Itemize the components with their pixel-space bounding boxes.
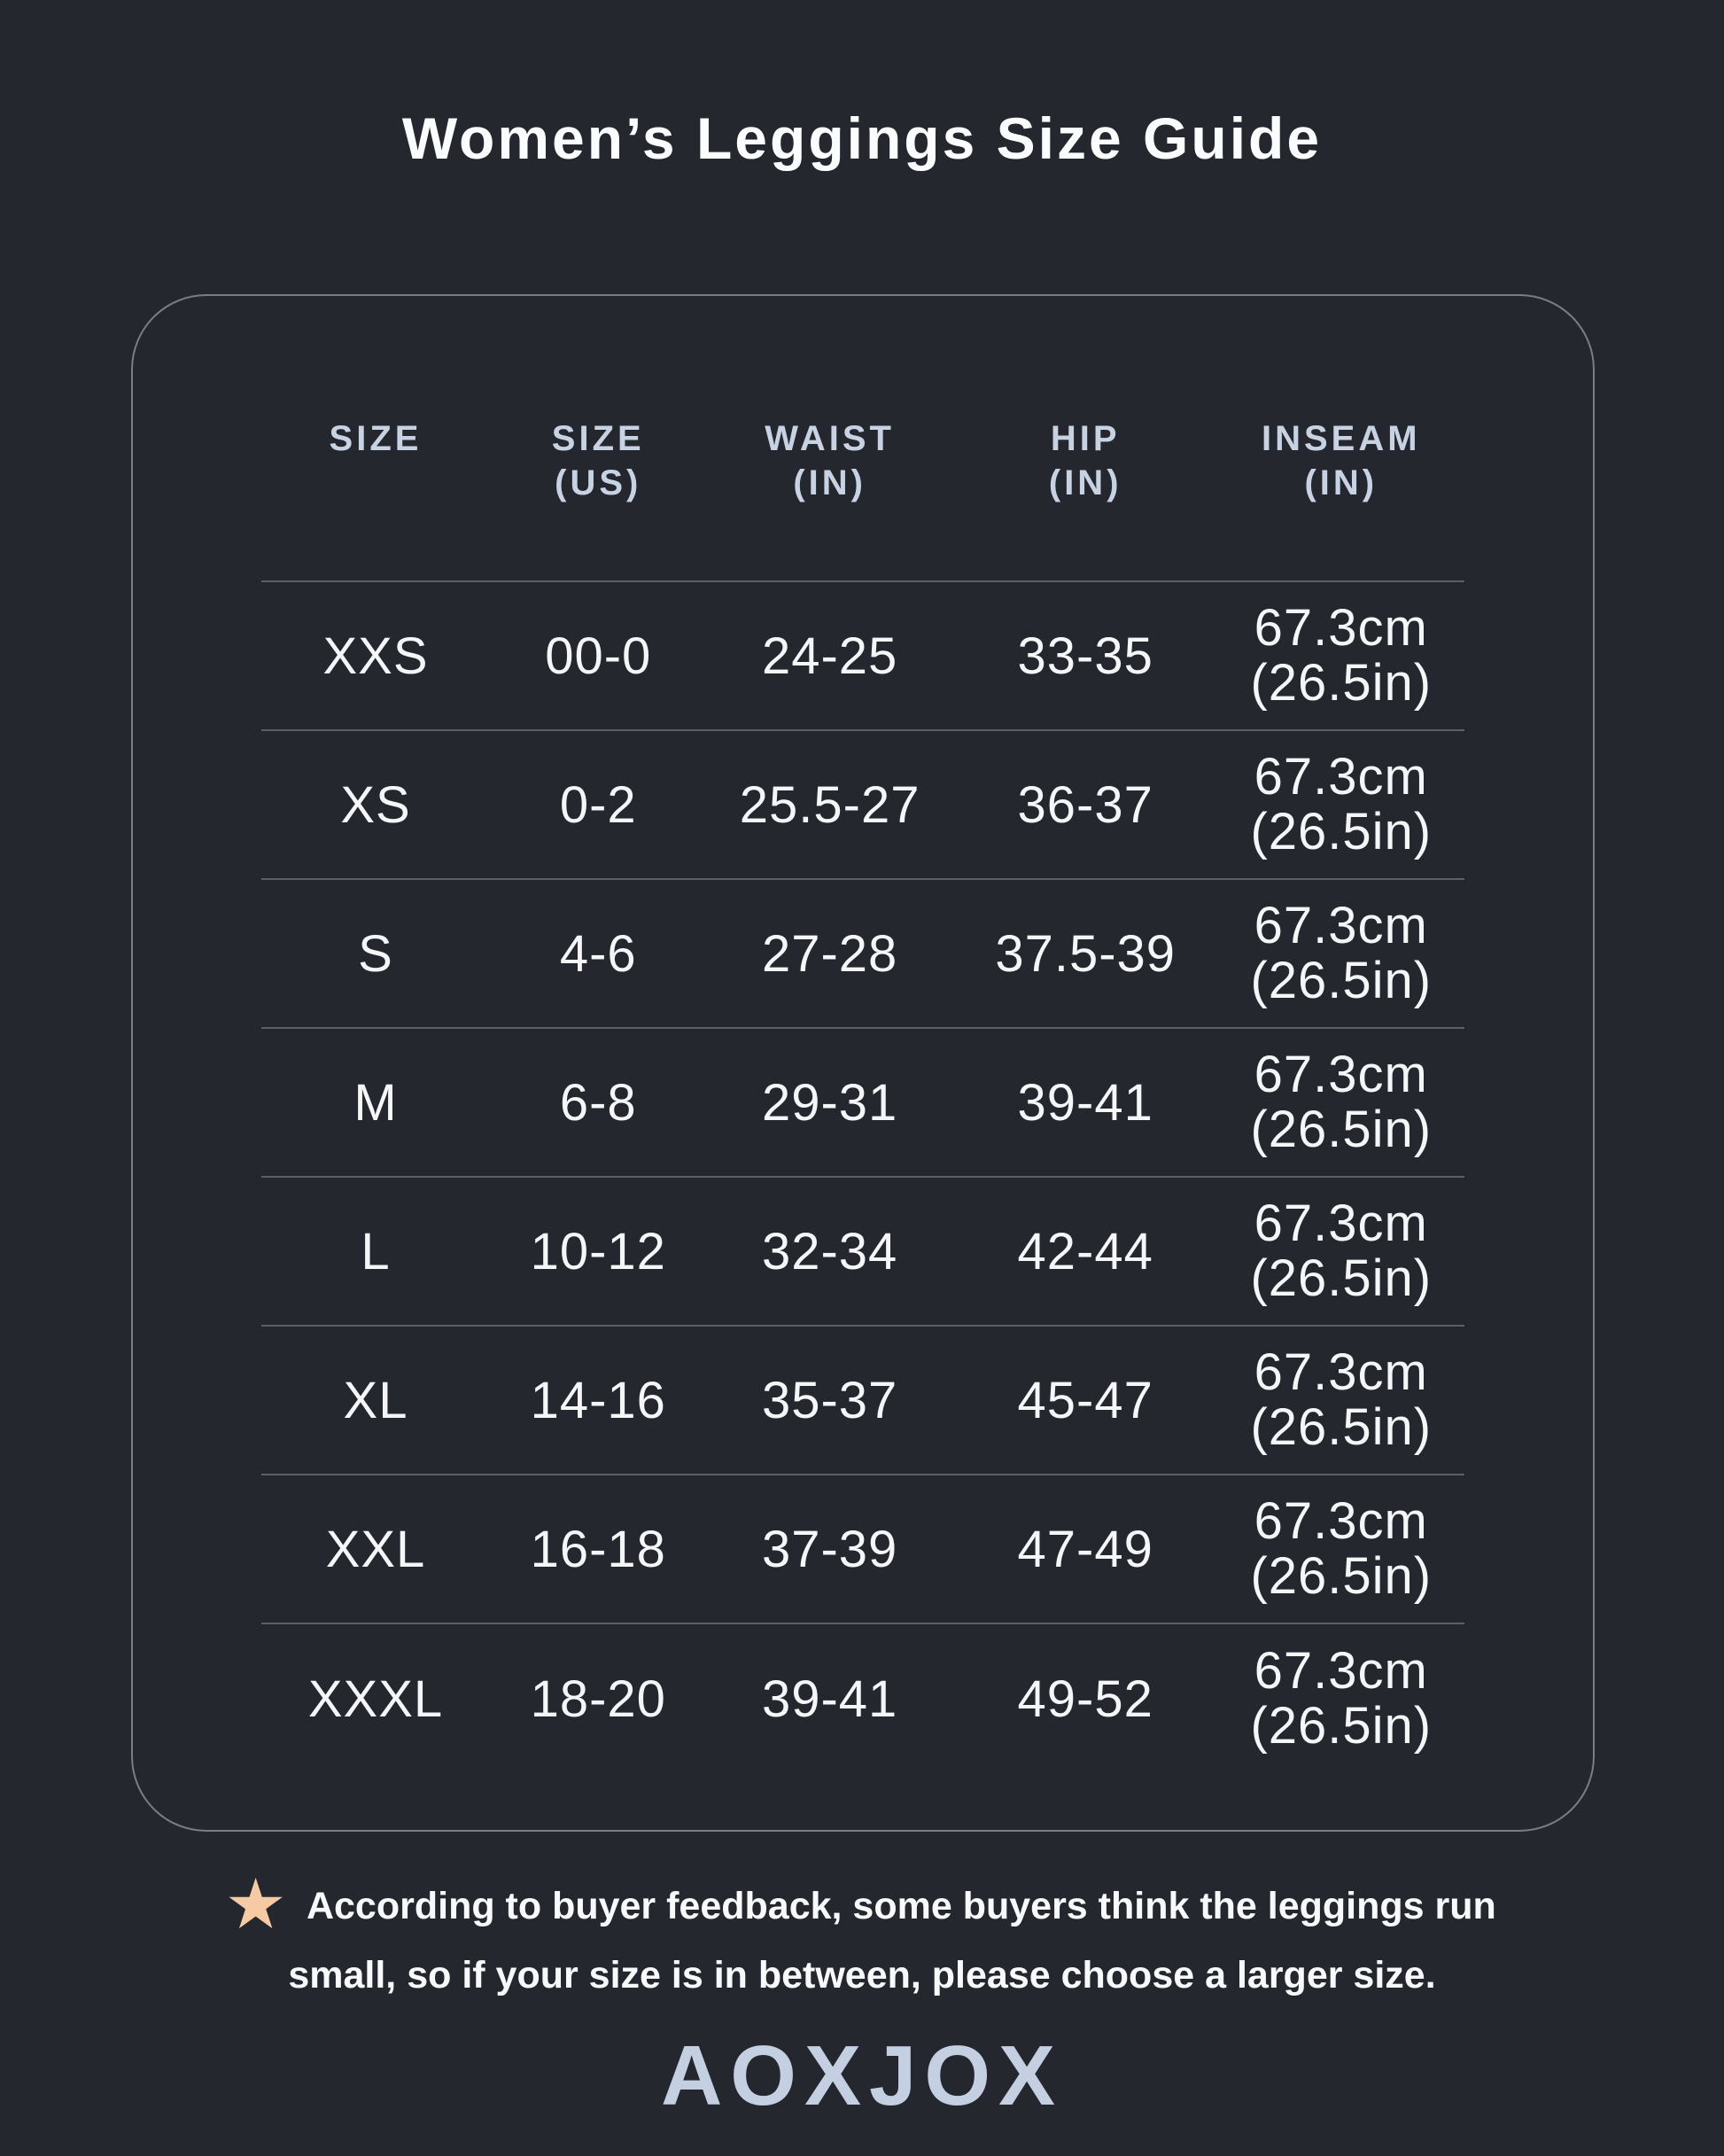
inseam-in: (26.5in) [1250, 803, 1433, 860]
note-line-1: ★ According to buyer feedback, some buyers think the leggings run [228, 1870, 1496, 1939]
column-header-unit: (IN) [793, 463, 866, 502]
size-us-cell: 00-0 [545, 627, 652, 685]
size-us-cell: 10-12 [530, 1222, 666, 1280]
size-cell: M [353, 1073, 398, 1132]
feedback-note [0, 1872, 1724, 2010]
note-text-1: According to buyer feedback, some buyers think the leggings run [306, 1885, 1496, 1927]
inseam-cm: 67.3cm [1254, 1492, 1428, 1550]
table-row [261, 582, 1464, 731]
inseam-cell [1218, 1494, 1464, 1604]
inseam-cm: 67.3cm [1254, 1046, 1428, 1103]
inseam-cm: 67.3cm [1254, 1642, 1428, 1700]
inseam-in: (26.5in) [1250, 1101, 1433, 1158]
size-cell: XXXL [307, 1670, 444, 1728]
column-header-size-us [490, 416, 706, 580]
column-header-label: SIZE [551, 419, 645, 458]
inseam-cm: 67.3cm [1254, 599, 1428, 657]
size-cell: XS [340, 775, 411, 834]
inseam-in: (26.5in) [1250, 1697, 1433, 1755]
inseam-cell [1218, 1047, 1464, 1157]
hip-cell: 42-44 [1017, 1222, 1153, 1280]
brand-logo: AOXJOX [660, 2028, 1064, 2123]
size-us-cell: 16-18 [530, 1520, 666, 1578]
waist-cell: 35-37 [761, 1371, 898, 1429]
size-us-cell: 18-20 [530, 1670, 666, 1728]
table-row [261, 731, 1464, 880]
waist-cell: 25.5-27 [739, 775, 920, 834]
column-header-unit: (IN) [1304, 463, 1378, 502]
inseam-cm: 67.3cm [1254, 897, 1428, 954]
column-header-unit: (US) [555, 463, 642, 502]
inseam-cell [1218, 1644, 1464, 1754]
column-header-hip [953, 416, 1218, 580]
hip-cell: 47-49 [1017, 1520, 1153, 1578]
inseam-cell [1218, 1345, 1464, 1455]
size-cell: XXL [325, 1520, 426, 1578]
inseam-cell [1218, 750, 1464, 860]
inseam-cell [1218, 1196, 1464, 1306]
size-cell: L [361, 1222, 391, 1280]
note-line-2: small, so if your size is in between, please choose a larger size. [288, 1954, 1436, 1996]
size-cell: XXS [322, 627, 429, 685]
inseam-cm: 67.3cm [1254, 1195, 1428, 1252]
table-header-row [261, 296, 1464, 582]
table-row [261, 1029, 1464, 1178]
column-header-unit [261, 461, 490, 505]
table-row [261, 880, 1464, 1029]
size-us-cell: 4-6 [559, 924, 637, 983]
inseam-cm: 67.3cm [1254, 748, 1428, 806]
size-cell: XL [343, 1371, 408, 1429]
column-header-label: HIP [1050, 419, 1121, 458]
column-header-inseam [1218, 416, 1464, 580]
column-header-label: SIZE [329, 419, 423, 458]
hip-cell: 45-47 [1017, 1371, 1153, 1429]
inseam-cell [1218, 601, 1464, 711]
hip-cell: 33-35 [1017, 627, 1153, 685]
waist-cell: 32-34 [761, 1222, 898, 1280]
table-row [261, 1178, 1464, 1327]
hip-cell: 49-52 [1017, 1670, 1153, 1728]
page-title: Women’s Leggings Size Guide [401, 105, 1323, 171]
size-cell: S [358, 924, 393, 983]
inseam-in: (26.5in) [1250, 1398, 1433, 1456]
column-header-unit: (IN) [1048, 463, 1122, 502]
waist-cell: 39-41 [761, 1670, 898, 1728]
table-row [261, 1327, 1464, 1475]
size-table-panel [131, 294, 1595, 1832]
column-header-label: WAIST [765, 419, 895, 458]
hip-cell: 39-41 [1017, 1073, 1153, 1132]
column-header-waist [706, 416, 952, 580]
table-row [261, 1624, 1464, 1773]
column-header-label: INSEAM [1261, 419, 1421, 458]
waist-cell: 27-28 [761, 924, 898, 983]
table-row [261, 1475, 1464, 1624]
inseam-in: (26.5in) [1250, 1547, 1433, 1605]
column-header-size [261, 416, 490, 580]
inseam-in: (26.5in) [1250, 952, 1433, 1009]
waist-cell: 24-25 [761, 627, 898, 685]
inseam-cm: 67.3cm [1254, 1343, 1428, 1401]
inseam-in: (26.5in) [1250, 1249, 1433, 1307]
waist-cell: 37-39 [761, 1520, 898, 1578]
hip-cell: 36-37 [1017, 775, 1153, 834]
size-us-cell: 14-16 [530, 1371, 666, 1429]
hip-cell: 37.5-39 [995, 924, 1177, 983]
inseam-cell [1218, 899, 1464, 1008]
waist-cell: 29-31 [761, 1073, 898, 1132]
size-us-cell: 6-8 [559, 1073, 637, 1132]
size-us-cell: 0-2 [559, 775, 637, 834]
inseam-in: (26.5in) [1250, 654, 1433, 712]
